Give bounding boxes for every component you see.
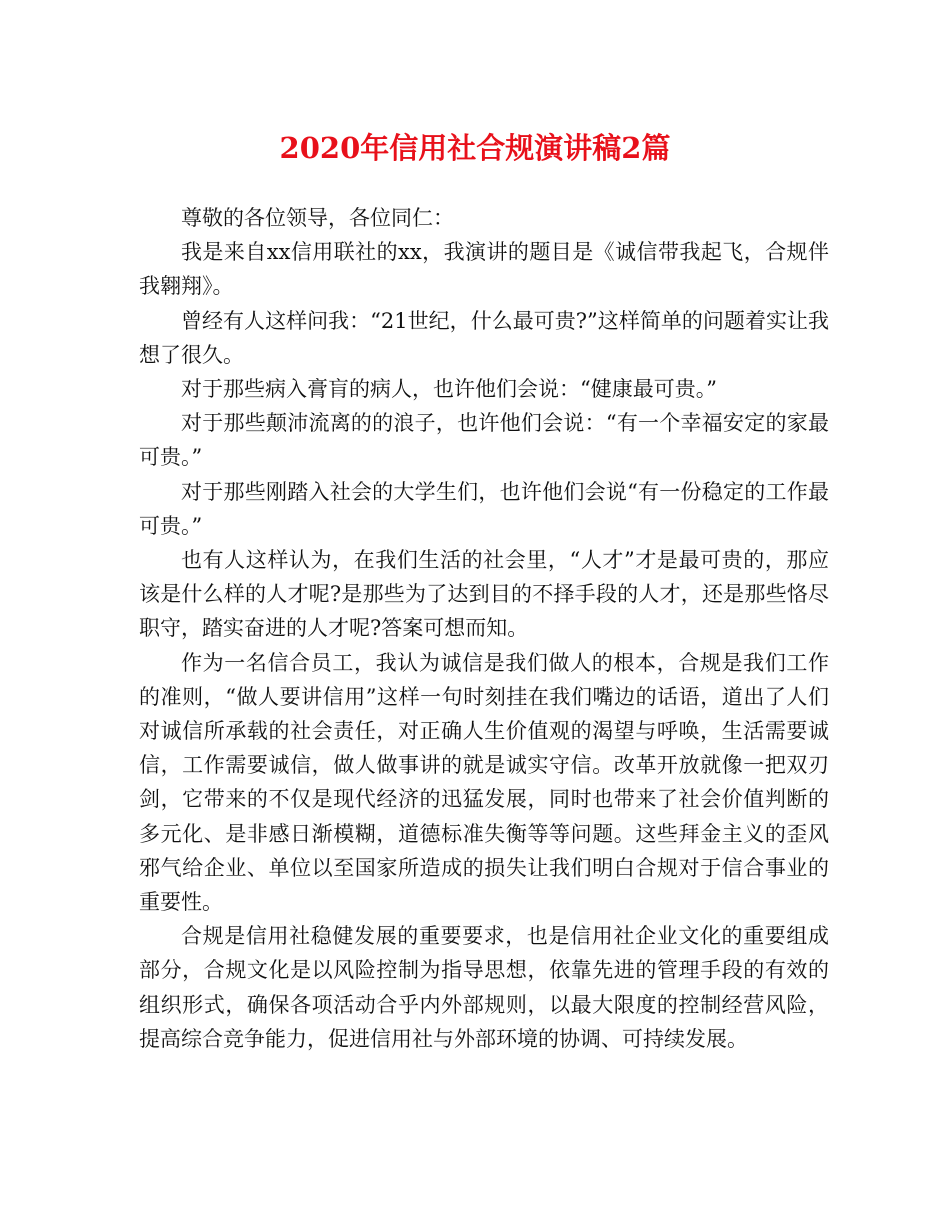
body-paragraph: 合规是信用社稳健发展的重要要求，也是信用社企业文化的重要组成部分，合规文化是以风险控制为指导思想，依靠先进的管理手段的有效的组织形式，确保各项活动合乎内外部规则，以最大限度的控制经营风险，提高综合竞争能力，促进信用社与外部环境的协调、可持续发展。 [139, 924, 829, 1051]
body-paragraph: 也有人这样认为，在我们生活的社会里，“人才”才是最可贵的，那应该是什么样的人才呢?是那些为了达到目的不择手段的人才，还是那些恪尽职守，踏实奋进的人才呢?答案可想而知。 [139, 548, 829, 641]
body-paragraph: 对于那些刚踏入社会的大学生们，也许他们会说“有一份稳定的工作最可贵。” [139, 479, 829, 538]
body-paragraph: 我是来自xx信用联社的xx，我演讲的题目是《诚信带我起飞，合规伴我翱翔》。 [139, 240, 829, 299]
document-title: 2020年信用社合规演讲稿2篇 [279, 131, 671, 165]
body-paragraph: 作为一名信合员工，我认为诚信是我们做人的根本，合规是我们工作的准则，“做人要讲信用”这样一句时刻挂在我们嘴边的话语，道出了人们对诚信所承载的社会责任，对正确人生价值观的渴望与呼唤，生活需要诚信，工作需要诚信，做人做事讲的就是诚实守信。改革开放就像一把双刃剑，它带来的不仅是现代经济的迅猛发展，同时也带来了社会价值判断的多元化、是非感日渐模糊，道德标准失衡等等问题。这些拜金主义的歪风邪气给企业、单位以至国家所造成的损失让我们明白合规对于信合事业的重要性。 [139, 650, 829, 915]
body-paragraph: 对于那些颠沛流离的的浪子，也许他们会说：“有一个幸福安定的家最可贵。” [139, 411, 829, 470]
body-paragraph: 曾经有人这样问我：“21世纪，什么最可贵?”这样简单的问题着实让我想了很久。 [139, 308, 829, 367]
salutation-paragraph: 尊敬的各位领导，各位同仁： [181, 206, 454, 230]
document-body [139, 201, 829, 1056]
body-paragraph: 对于那些病入膏肓的病人，也许他们会说：“健康最可贵。” [181, 377, 717, 402]
